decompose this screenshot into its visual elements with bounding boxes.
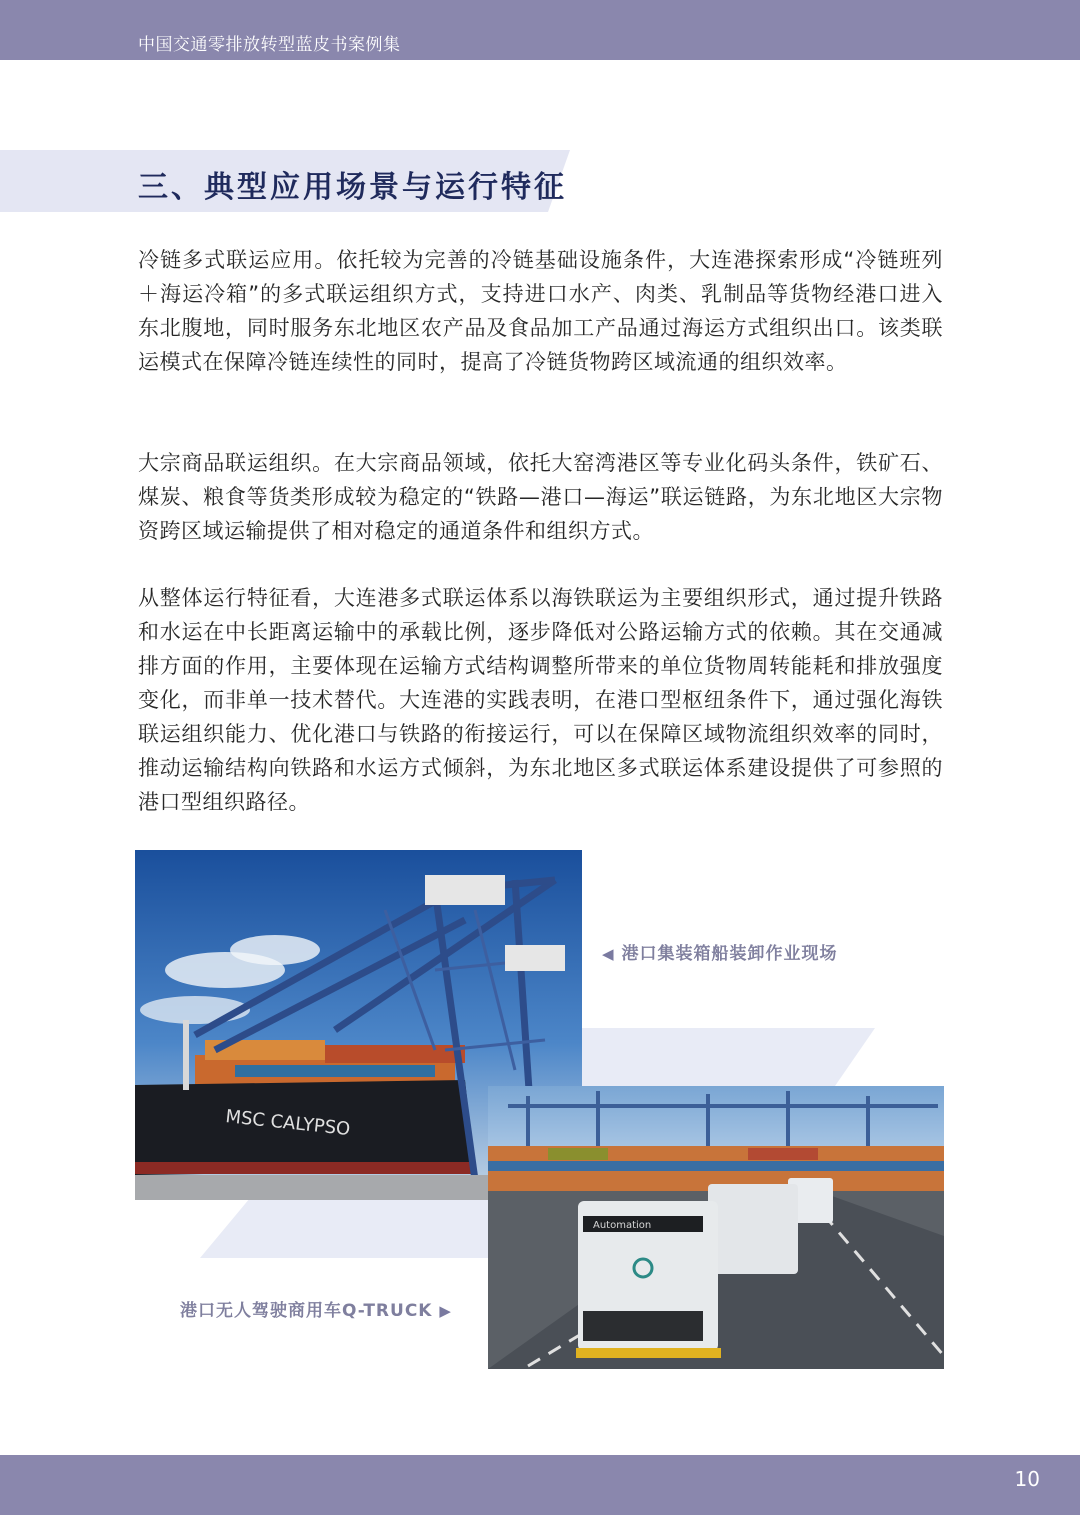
caption-container-ship <box>602 939 837 964</box>
document-title: 中国交通零排放转型蓝皮书案例集 <box>138 35 401 55</box>
deco-parallelogram-right <box>540 1028 880 1088</box>
deco-parallelogram-left <box>200 1198 500 1260</box>
page-number: 10 <box>1014 1467 1040 1491</box>
autonomous-truck-photo <box>488 1086 944 1369</box>
header-bar <box>0 0 1080 60</box>
truck-sign-text: Automation <box>593 1220 652 1231</box>
paragraph-cold-chain: 冷链多式联运应用。依托较为完善的冷链基础设施条件，大连港探索形成“冷链班列＋海运冷箱”的多式联运组织方式，支持进口水产、肉类、乳制品等货物经港口进入东北腹地，同时服务东北地区农产品及食品加工产品通过海运方式组织出口。该类联运模式在保障冷链连续性的同时，提高了冷链货物跨区域流通的组织效率。 <box>138 248 943 374</box>
caption-q-truck <box>180 1296 452 1321</box>
caption-right-arrow-icon: ▶ <box>439 1302 452 1320</box>
caption-left-arrow-icon: ◀ <box>602 945 615 963</box>
section-banner <box>0 150 570 212</box>
footer-bar <box>0 1455 1080 1515</box>
paragraph-overall-features: 从整体运行特征看，大连港多式联运体系以海铁联运为主要组织形式，通过提升铁路和水运在中长距离运输中的承载比例，逐步降低对公路运输方式的依赖。其在交通减排方面的作用，主要体现在运输方式结构调整所带来的单位货物周转能耗和排放强度变化，而非单一技术替代。大连港的实践表明，在港口型枢纽条件下，通过强化海铁联运组织能力、优化港口与铁路的衔接运行，可以在保障区域物流组织效率的同时，推动运输结构向铁路和水运方式倾斜，为东北地区多式联运体系建设提供了可参照的港口型组织路径。 <box>138 586 943 814</box>
ship-name-text: MSC CALYPSO <box>224 1106 352 1141</box>
caption-q-truck-text: 港口无人驾驶商用车Q-TRUCK <box>180 1301 433 1321</box>
caption-container-ship-text: 港口集装箱船装卸作业现场 <box>621 944 838 964</box>
section-title: 三、典型应用场景与运行特征 <box>138 170 567 205</box>
paragraph-bulk-commodity: 大宗商品联运组织。在大宗商品领域，依托大窑湾港区等专业化码头条件，铁矿石、煤炭、粮食等货类形成较为稳定的“铁路—港口—海运”联运链路，为东北地区大宗物资跨区域运输提供了相对稳定的通道条件和组织方式。 <box>138 451 943 543</box>
